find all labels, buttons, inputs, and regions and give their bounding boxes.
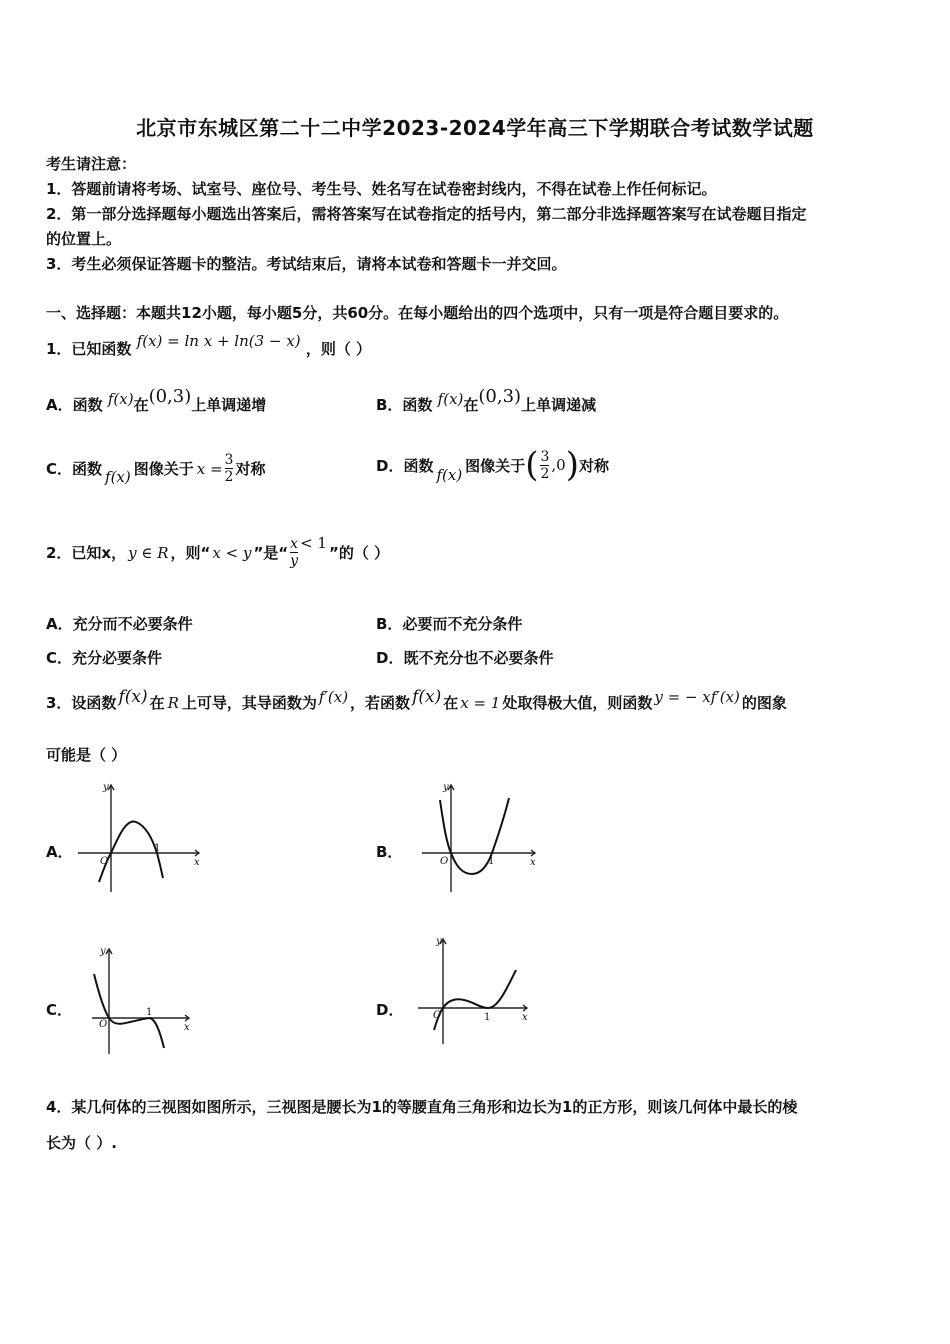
- section-heading: 一、选择题：本题共12小题，每小题5分，共60分。在每小题给出的四个选项中，只有一项是符合题目要求的。: [46, 304, 789, 322]
- question-1: [46, 332, 372, 359]
- q1b-mid: 在: [463, 396, 479, 414]
- tick-label: 1: [146, 1007, 153, 1018]
- q3-p4: ，若函数: [350, 694, 411, 712]
- q1c-label: C．函数: [46, 460, 103, 478]
- question-2: [46, 533, 390, 569]
- q1d-num: 3: [540, 448, 550, 465]
- y-axis-label: y: [436, 936, 442, 947]
- q3-R: R: [167, 694, 179, 712]
- q2-den: y: [290, 553, 299, 569]
- q3-f2: f(x): [412, 687, 442, 707]
- q3-option-a: A．: [46, 843, 73, 861]
- q1-option-c: [46, 452, 265, 485]
- q3-p7: 的图象: [741, 694, 787, 712]
- q2-option-a: A．充分而不必要条件: [46, 615, 193, 633]
- q2-fraction: [290, 536, 298, 569]
- q1-formula: f(x) = ln x + ln(3 − x): [136, 332, 301, 350]
- x-axis-label: x: [522, 1012, 528, 1023]
- q1c-x: x =: [196, 459, 223, 478]
- q3-x1: x = 1: [460, 694, 501, 712]
- graph-c-svg: [90, 942, 200, 1058]
- tick-label: 1: [154, 843, 161, 854]
- question-4-cont: 长为（ ）.: [46, 1134, 117, 1152]
- q2-cond: y ∈ R: [128, 543, 169, 562]
- notice-item-2-cont: 的位置上。: [46, 230, 122, 248]
- q3-p2: 在: [149, 694, 165, 712]
- q1-prefix: 1．已知函数: [46, 340, 132, 358]
- q1a-post: 上单调递增: [191, 396, 267, 414]
- q1c-den: 2: [224, 469, 234, 485]
- question-3-cont: 可能是（ ）: [46, 746, 127, 764]
- notice-item-2: 2．第一部分选择题每小题选出答案后，需将答案写在试卷指定的括号内，第二部分非选择题答案写在试卷题目指定: [46, 205, 807, 223]
- q1b-label: B．函数: [376, 396, 433, 414]
- q1d-den: 2: [540, 465, 550, 482]
- q3-option-b: B．: [376, 843, 403, 861]
- q1c-post: 对称: [235, 460, 266, 478]
- x-axis-label: x: [530, 857, 536, 868]
- q2-suffix: ”的（ ）: [328, 544, 390, 562]
- q3-yf: y = − xf′(x): [654, 688, 740, 706]
- q3-p5: 在: [443, 694, 459, 712]
- q1c-num: 3: [224, 452, 234, 468]
- question-4: 4．某几何体的三视图如图所示，三视图是腰长为1的等腰直角三角形和边长为1的正方形，则该几何体中最长的棱: [46, 1098, 798, 1116]
- y-axis-label: y: [100, 946, 106, 957]
- q3-option-d: D．: [376, 1001, 404, 1019]
- graph-d-svg: [416, 934, 536, 1050]
- q1-suffix: ，则（ ）: [305, 340, 372, 358]
- q1d-label: D．函数: [376, 456, 434, 475]
- q1c-func: f(x): [105, 467, 131, 486]
- question-3: [46, 687, 787, 713]
- q2-option-d: D．既不充分也不必要条件: [376, 649, 554, 667]
- q3-graph-b: [418, 778, 543, 896]
- q2-prefix: 2．已知x，: [46, 544, 127, 562]
- graph-a-svg: [74, 778, 209, 896]
- q1b-post: 上单调递减: [521, 396, 597, 414]
- q1a-mid: 在: [133, 396, 149, 414]
- y-axis-label: y: [443, 782, 449, 793]
- q3-graph-d: [416, 934, 536, 1050]
- origin-label: O: [433, 1010, 442, 1021]
- q1d-fraction: [540, 449, 549, 482]
- q2-mid2: ”是“: [253, 544, 289, 562]
- tick-label: 1: [488, 856, 495, 867]
- notice-item-3: 3．考生必须保证答题卡的整洁。考试结束后，请将本试卷和答题卡一并交回。: [46, 255, 567, 273]
- origin-label: O: [100, 856, 109, 867]
- q3-p1: 3．设函数: [46, 694, 117, 712]
- q1d-tail: ,0: [551, 456, 566, 474]
- q2-ineq: x < y: [212, 543, 252, 562]
- page-title: 北京市东城区第二十二中学2023-2024学年高三下学期联合考试数学试题: [136, 116, 814, 140]
- q2-frac-tail: < 1: [300, 533, 327, 552]
- q3-graph-a: [74, 778, 209, 896]
- q3-fp: f′(x): [318, 688, 349, 706]
- q2-option-c: C．充分必要条件: [46, 649, 163, 667]
- q2-mid1: ，则“: [170, 544, 211, 562]
- q1c-mid: 图像关于: [133, 460, 194, 478]
- right-paren-glyph: ): [565, 445, 579, 485]
- left-paren-glyph: (: [525, 445, 539, 485]
- origin-label: O: [99, 1019, 108, 1030]
- notice-heading: 考生请注意：: [46, 155, 137, 173]
- q1b-func: f(x): [437, 390, 464, 408]
- q3-p3: 上可导，其导函数为: [181, 694, 317, 712]
- q1-option-a: [46, 386, 267, 415]
- q1c-fraction: [225, 452, 234, 485]
- q1b-interval: (0,3): [478, 386, 522, 407]
- graph-b-svg: [418, 778, 543, 896]
- q2-num: x: [290, 536, 299, 552]
- q3-option-c: C．: [46, 1001, 73, 1019]
- q2-option-b: B．必要而不充分条件: [376, 615, 523, 633]
- y-axis-label: y: [103, 782, 109, 793]
- q3-p6: 处取得极大值，则函数: [502, 694, 653, 712]
- q1d-mid: 图像关于: [465, 456, 526, 475]
- q1-option-d: [376, 445, 609, 485]
- graph-c-curve: [94, 974, 164, 1048]
- q3-graph-c: [90, 942, 200, 1058]
- q1a-label: A．函数: [46, 396, 103, 414]
- q1-option-b: [376, 386, 597, 415]
- q1a-interval: (0,3): [148, 386, 192, 407]
- q3-f1: f(x): [118, 687, 148, 707]
- x-axis-label: x: [184, 1022, 190, 1033]
- q1d-post: 对称: [578, 456, 609, 475]
- graph-d-curve: [434, 970, 516, 1030]
- origin-label: O: [440, 856, 449, 867]
- notice-item-1: 1．答题前请将考场、试室号、座位号、考生号、姓名写在试卷密封线内，不得在试卷上作任何标记。: [46, 180, 717, 198]
- x-axis-label: x: [194, 857, 200, 868]
- q1d-func: f(x): [436, 466, 463, 484]
- q1a-func: f(x): [107, 390, 134, 408]
- tick-label: 1: [484, 1012, 491, 1023]
